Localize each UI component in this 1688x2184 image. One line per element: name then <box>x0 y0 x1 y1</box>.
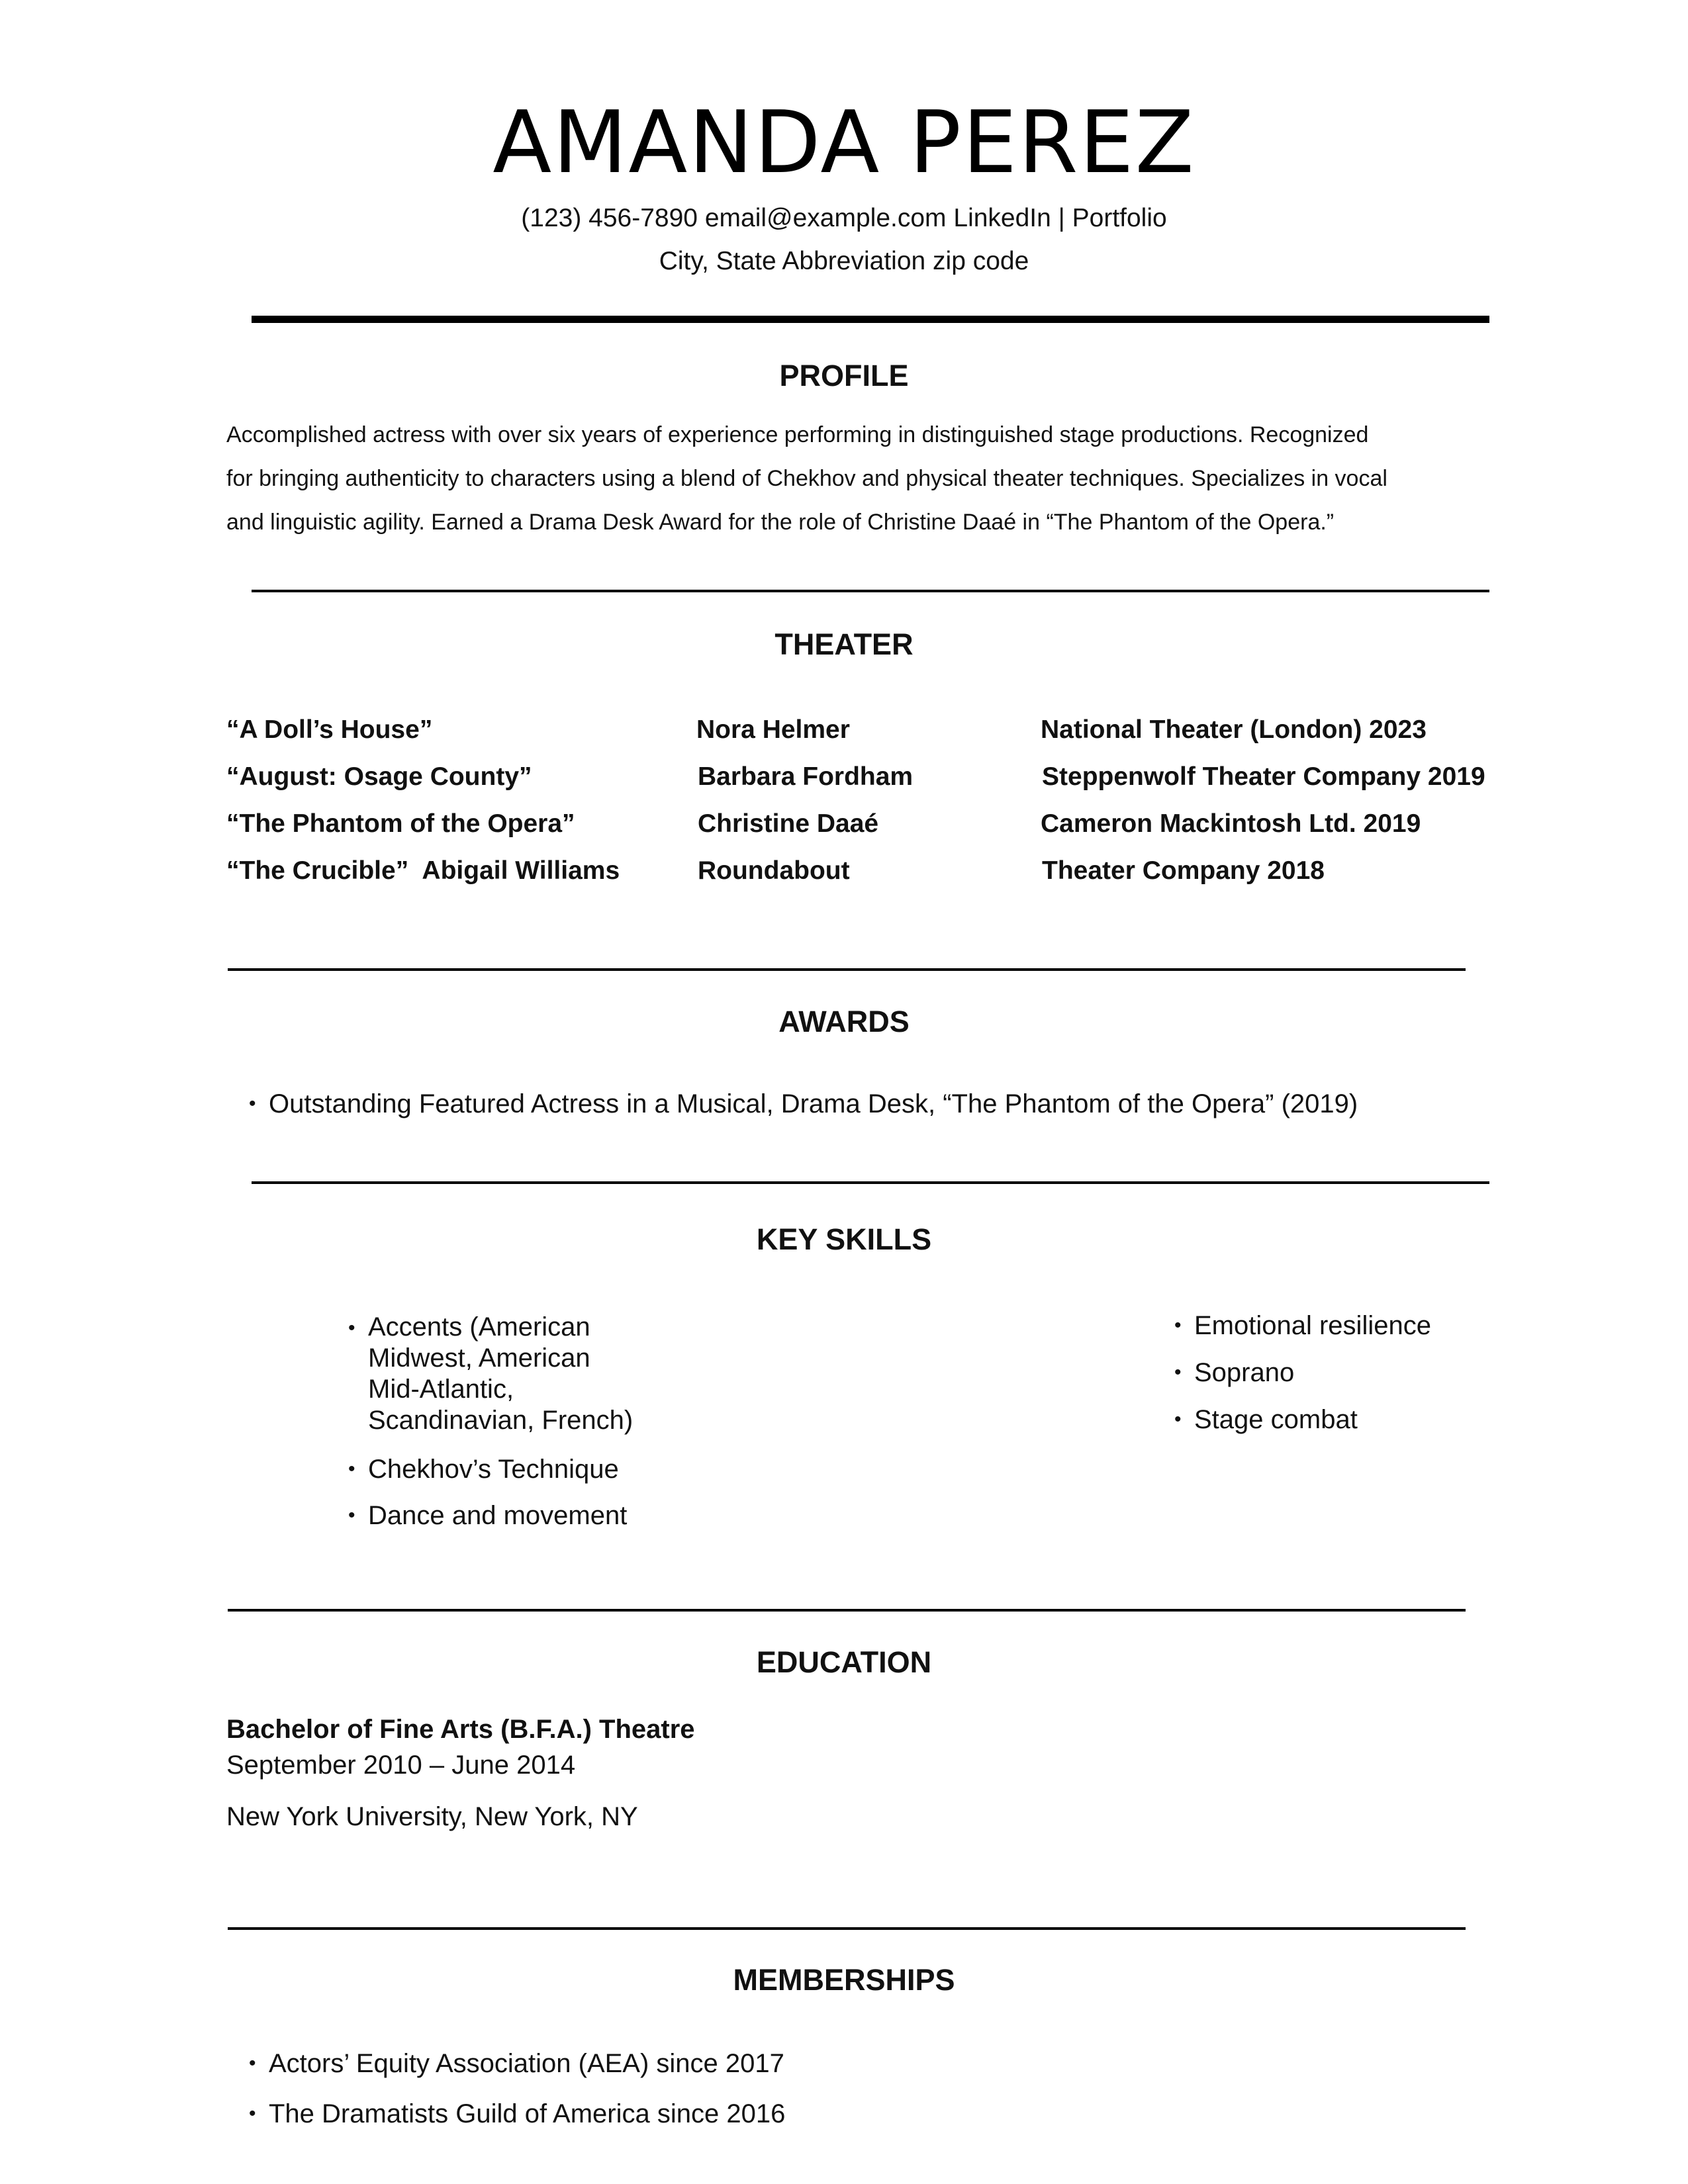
theater-divider <box>228 968 1466 971</box>
resume-name: AMANDA PEREZ <box>492 92 1196 193</box>
membership-item <box>249 2047 784 2080</box>
theater-company: National Theater (London) 2023 <box>1041 715 1427 744</box>
profile-line: for bringing authenticity to characters using a blend of Chekhov and physical theater techniques. Specializes in vocal <box>226 466 1387 491</box>
theater-role: Christine Daaé <box>698 809 879 838</box>
address-line: City, State Abbreviation zip code <box>659 247 1029 275</box>
education-divider <box>228 1927 1466 1930</box>
profile-line: Accomplished actress with over six years of experience performing in distinguished stage productions. Recognized <box>226 422 1369 447</box>
bullet: • <box>249 2103 256 2124</box>
skill-item <box>1174 1403 1358 1436</box>
theater-role: Barbara Fordham <box>698 762 914 791</box>
education-heading: EDUCATION <box>756 1645 932 1679</box>
bullet: • <box>348 1458 355 1480</box>
membership-text: Actors’ Equity Association (AEA) since 2017 <box>269 2049 784 2078</box>
skill-text: Dance and movement <box>368 1501 628 1530</box>
membership-text: The Dramatists Guild of America since 2016 <box>269 2099 786 2128</box>
memberships-heading: MEMBERSHIPS <box>733 1963 955 1997</box>
skill-item <box>1174 1356 1294 1389</box>
theater-company: Cameron Mackintosh Ltd. 2019 <box>1041 809 1421 838</box>
header-divider <box>252 316 1489 323</box>
skills-heading: KEY SKILLS <box>756 1222 932 1256</box>
education-dates: September 2010 – June 2014 <box>226 1751 576 1780</box>
theater-show: “The Phantom of the Opera” <box>226 809 575 838</box>
skill-text: Emotional resilience <box>1194 1311 1431 1340</box>
skill-text: Stage combat <box>1194 1405 1358 1434</box>
awards-divider <box>252 1181 1489 1184</box>
skill-line: Accents (American <box>368 1312 590 1342</box>
education-degree: Bachelor of Fine Arts (B.F.A.) Theatre <box>226 1715 695 1744</box>
awards-heading: AWARDS <box>778 1005 910 1038</box>
profile-divider <box>252 590 1489 592</box>
skill-line: Mid-Atlantic, <box>368 1375 514 1404</box>
profile-line: and linguistic agility. Earned a Drama Desk Award for the role of Christine Daaé in “The Phantom of the Opera.” <box>226 510 1335 535</box>
skills-divider <box>228 1609 1466 1612</box>
skill-text <box>368 1312 633 1436</box>
theater-show: “A Doll’s House” <box>226 715 433 744</box>
skill-line: Scandinavian, French) <box>368 1406 633 1435</box>
bullet: • <box>348 1317 355 1339</box>
theater-show: “The Crucible” Abigail Williams <box>226 856 620 885</box>
skill-text: Chekhov’s Technique <box>368 1455 619 1484</box>
education-school: New York University, New York, NY <box>226 1802 638 1831</box>
bullet: • <box>1174 1408 1182 1430</box>
skill-text: Soprano <box>1194 1358 1295 1387</box>
theater-role: Nora Helmer <box>696 715 850 744</box>
theater-heading: THEATER <box>774 627 914 661</box>
skill-item <box>348 1312 633 1436</box>
theater-show: “August: Osage County” <box>226 762 532 791</box>
award-item <box>249 1087 1358 1120</box>
award-text: Outstanding Featured Actress in a Musical, Drama Desk, “The Phantom of the Opera” (2019) <box>269 1089 1358 1118</box>
theater-company: Steppenwolf Theater Company 2019 <box>1042 762 1485 791</box>
skill-line: Midwest, American <box>368 1343 590 1373</box>
contact-line: (123) 456-7890 email@example.com LinkedIn | Portfolio <box>521 204 1167 232</box>
bullet: • <box>1174 1361 1182 1383</box>
profile-heading: PROFILE <box>779 359 909 392</box>
bullet: • <box>249 1093 256 1115</box>
skill-item <box>348 1453 619 1486</box>
bullet: • <box>1174 1314 1182 1336</box>
theater-company: Theater Company 2018 <box>1042 856 1325 885</box>
bullet: • <box>348 1504 355 1526</box>
skill-item <box>1174 1309 1431 1342</box>
skill-item <box>348 1499 627 1532</box>
bullet: • <box>249 2052 256 2074</box>
membership-item <box>249 2097 785 2130</box>
theater-role: Roundabout <box>698 856 850 885</box>
